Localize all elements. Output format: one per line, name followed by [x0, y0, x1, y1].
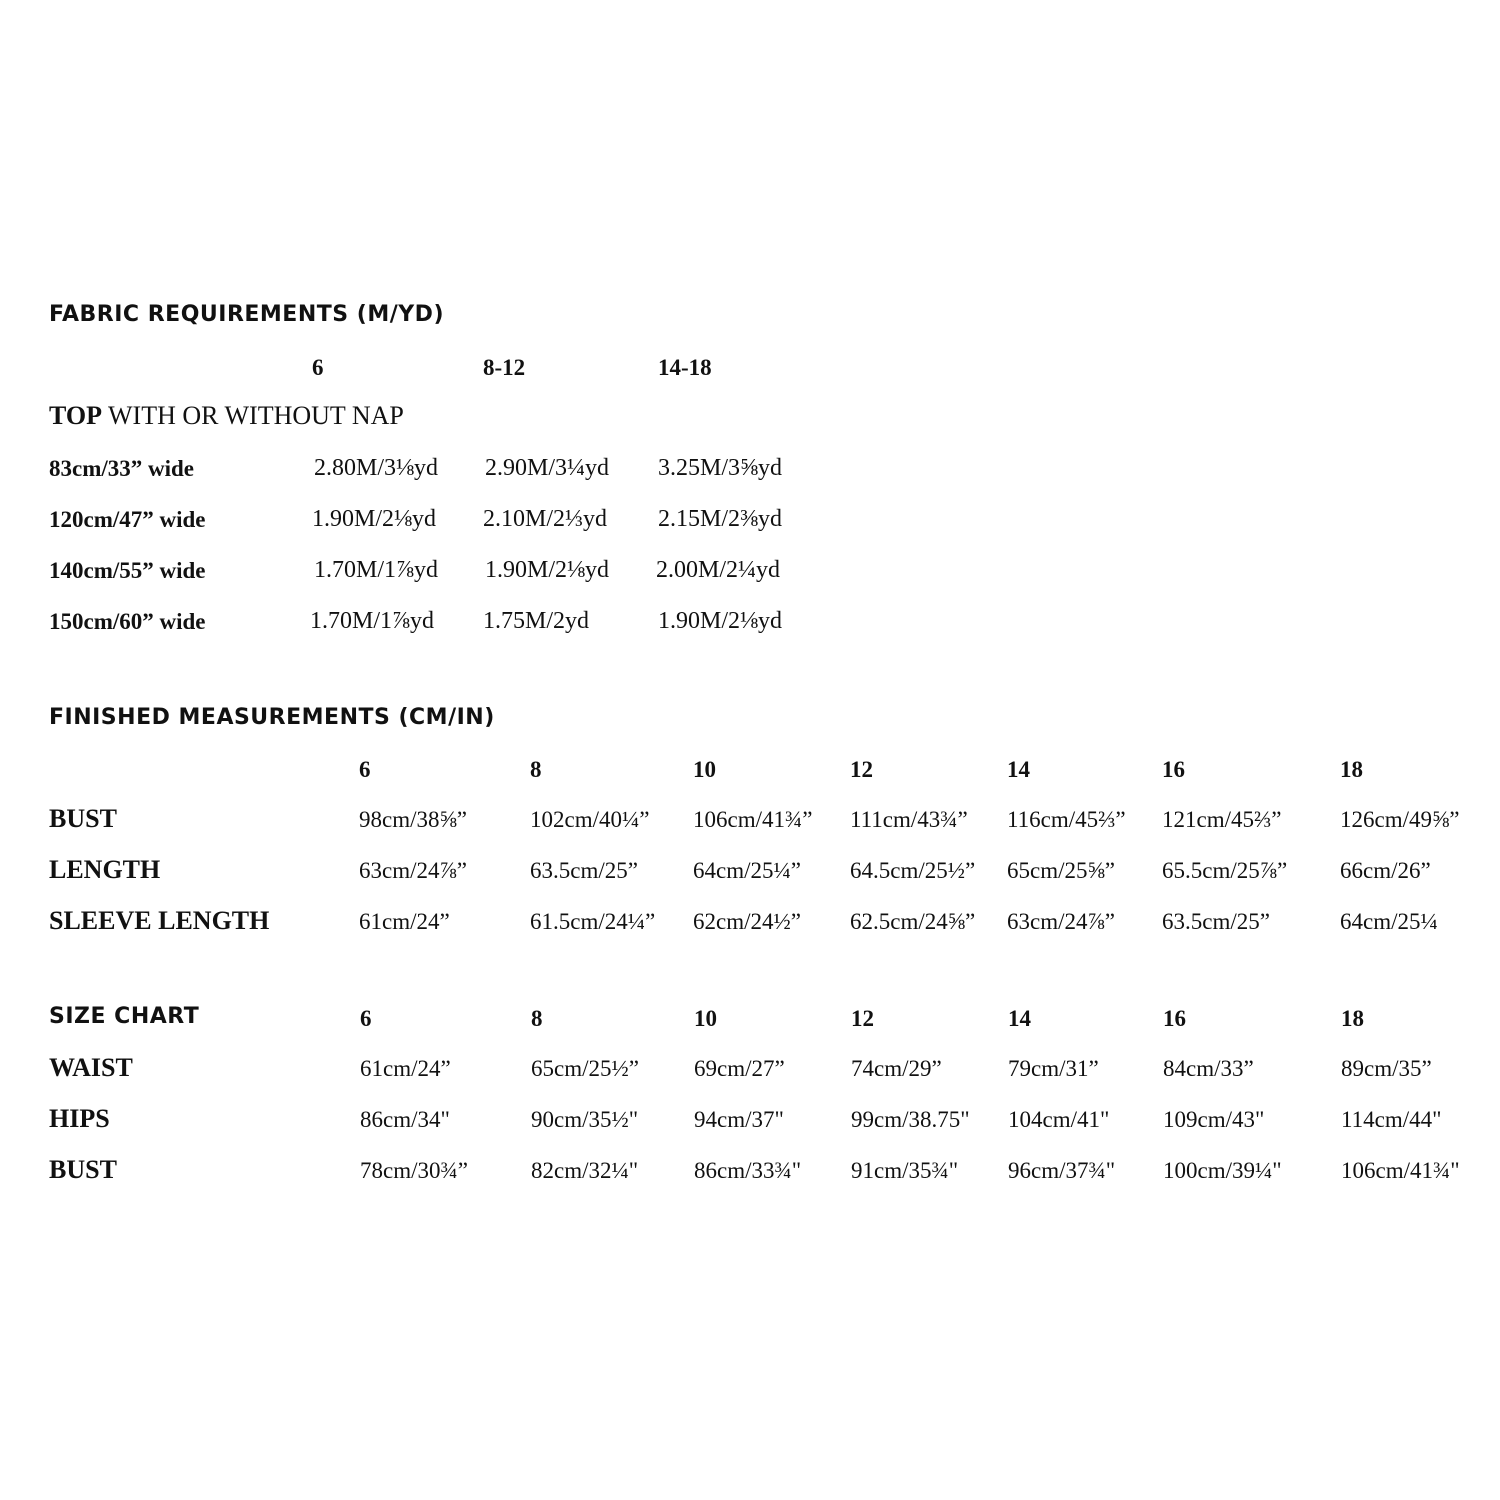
fabric-row-label: 120cm/47” wide	[49, 507, 206, 532]
fabric-size-header: 6	[312, 355, 324, 380]
fabric-cell: 3.25M/3⅝yd	[658, 455, 783, 481]
size-chart-heading: SIZE CHART	[49, 1004, 200, 1029]
size-chart-cell: 82cm/32¼"	[531, 1158, 639, 1183]
size-chart-cell: 61cm/24”	[360, 1056, 451, 1081]
fabric-cell: 2.15M/2⅜yd	[658, 506, 783, 532]
fabric-row-label: 140cm/55” wide	[49, 558, 206, 583]
fabric-cell: 2.90M/3¼yd	[485, 455, 610, 481]
finished-cell: 126cm/49⅝”	[1340, 807, 1460, 832]
fabric-size-header: 14-18	[658, 355, 712, 380]
size-chart-cell: 69cm/27”	[694, 1056, 785, 1081]
size-chart-cell: 99cm/38.75"	[851, 1107, 970, 1132]
finished-size-header: 6	[359, 757, 371, 782]
finished-cell: 63cm/24⅞”	[359, 858, 467, 883]
size-chart-cell: 78cm/30¾”	[360, 1158, 468, 1183]
finished-cell: 62cm/24½”	[693, 909, 801, 934]
size-chart-cell: 109cm/43"	[1163, 1107, 1265, 1132]
size-chart-cell: 86cm/33¾"	[694, 1158, 802, 1183]
finished-cell: 98cm/38⅝”	[359, 807, 467, 832]
size-chart-cell: 100cm/39¼"	[1163, 1158, 1282, 1183]
finished-size-header: 8	[530, 757, 542, 782]
finished-row-label: BUST	[49, 804, 117, 833]
finished-cell: 111cm/43¾”	[850, 807, 968, 832]
finished-cell: 61.5cm/24¼”	[530, 909, 656, 934]
size-chart-row-label: WAIST	[49, 1053, 133, 1082]
size-chart-size-header: 12	[851, 1006, 874, 1031]
fabric-cell: 2.00M/2¼yd	[656, 557, 781, 583]
finished-size-header: 16	[1162, 757, 1185, 782]
fabric-cell: 1.90M/2⅛yd	[312, 506, 437, 532]
size-chart-cell: 91cm/35¾"	[851, 1158, 959, 1183]
size-chart-cell: 106cm/41¾"	[1341, 1158, 1460, 1183]
fabric-cell: 1.70M/1⅞yd	[314, 557, 439, 583]
finished-cell: 64.5cm/25½”	[850, 858, 976, 883]
size-chart-size-header: 14	[1008, 1006, 1031, 1031]
size-chart-cell: 74cm/29”	[851, 1056, 942, 1081]
fabric-cell: 2.10M/2⅓yd	[483, 506, 608, 532]
finished-size-header: 10	[693, 757, 716, 782]
fabric-heading: FABRIC REQUIREMENTS (M/YD)	[49, 302, 444, 327]
fabric-subheading-bold: TOP	[49, 401, 102, 430]
finished-cell: 65.5cm/25⅞”	[1162, 858, 1288, 883]
size-chart-size-header: 16	[1163, 1006, 1186, 1031]
finished-cell: 61cm/24”	[359, 909, 450, 934]
finished-size-header: 14	[1007, 757, 1030, 782]
finished-cell: 64cm/25¼”	[693, 858, 801, 883]
size-chart-row-label: BUST	[49, 1155, 117, 1184]
finished-cell: 64cm/25¼	[1340, 909, 1438, 934]
size-chart-cell: 114cm/44"	[1341, 1107, 1442, 1132]
size-chart-size-header: 6	[360, 1006, 372, 1031]
finished-cell: 121cm/45⅔”	[1162, 807, 1282, 832]
finished-heading: FINISHED MEASUREMENTS (CM/IN)	[49, 705, 495, 730]
size-chart-cell: 89cm/35”	[1341, 1056, 1432, 1081]
size-chart-size-header: 18	[1341, 1006, 1364, 1031]
finished-cell: 102cm/40¼”	[530, 807, 650, 832]
finished-size-header: 12	[850, 757, 873, 782]
finished-cell: 62.5cm/24⅝”	[850, 909, 976, 934]
size-chart-cell: 86cm/34"	[360, 1107, 450, 1132]
size-chart-size-header: 8	[531, 1006, 543, 1031]
fabric-cell: 2.80M/3⅛yd	[314, 455, 439, 481]
size-chart-cell: 65cm/25½”	[531, 1056, 639, 1081]
fabric-cell: 1.70M/1⅞yd	[310, 608, 435, 634]
finished-row-label: SLEEVE LENGTH	[49, 906, 270, 935]
fabric-subheading-rest: WITH OR WITHOUT NAP	[101, 401, 404, 430]
fabric-row-label: 150cm/60” wide	[49, 609, 206, 634]
fabric-size-header: 8-12	[483, 355, 526, 380]
finished-cell: 63.5cm/25”	[1162, 909, 1270, 934]
size-chart-cell: 104cm/41"	[1008, 1107, 1110, 1132]
fabric-row-label: 83cm/33” wide	[49, 456, 195, 481]
size-chart-cell: 90cm/35½"	[531, 1107, 639, 1132]
finished-cell: 63cm/24⅞”	[1007, 909, 1115, 934]
size-chart-cell: 94cm/37"	[694, 1107, 784, 1132]
size-chart-size-header: 10	[694, 1006, 717, 1031]
fabric-subheading	[49, 403, 404, 429]
finished-cell: 66cm/26”	[1340, 858, 1431, 883]
finished-cell: 63.5cm/25”	[530, 858, 638, 883]
finished-size-header: 18	[1340, 757, 1363, 782]
size-chart-cell: 79cm/31”	[1008, 1056, 1099, 1081]
finished-cell: 106cm/41¾”	[693, 807, 813, 832]
size-chart-cell: 96cm/37¾"	[1008, 1158, 1116, 1183]
finished-cell: 116cm/45⅔”	[1007, 807, 1126, 832]
size-chart-row-label: HIPS	[49, 1104, 110, 1133]
fabric-cell: 1.75M/2yd	[483, 608, 590, 634]
finished-row-label: LENGTH	[49, 855, 161, 884]
finished-cell: 65cm/25⅝”	[1007, 858, 1115, 883]
size-chart-cell: 84cm/33”	[1163, 1056, 1254, 1081]
fabric-cell: 1.90M/2⅛yd	[485, 557, 610, 583]
fabric-cell: 1.90M/2⅛yd	[658, 608, 783, 634]
